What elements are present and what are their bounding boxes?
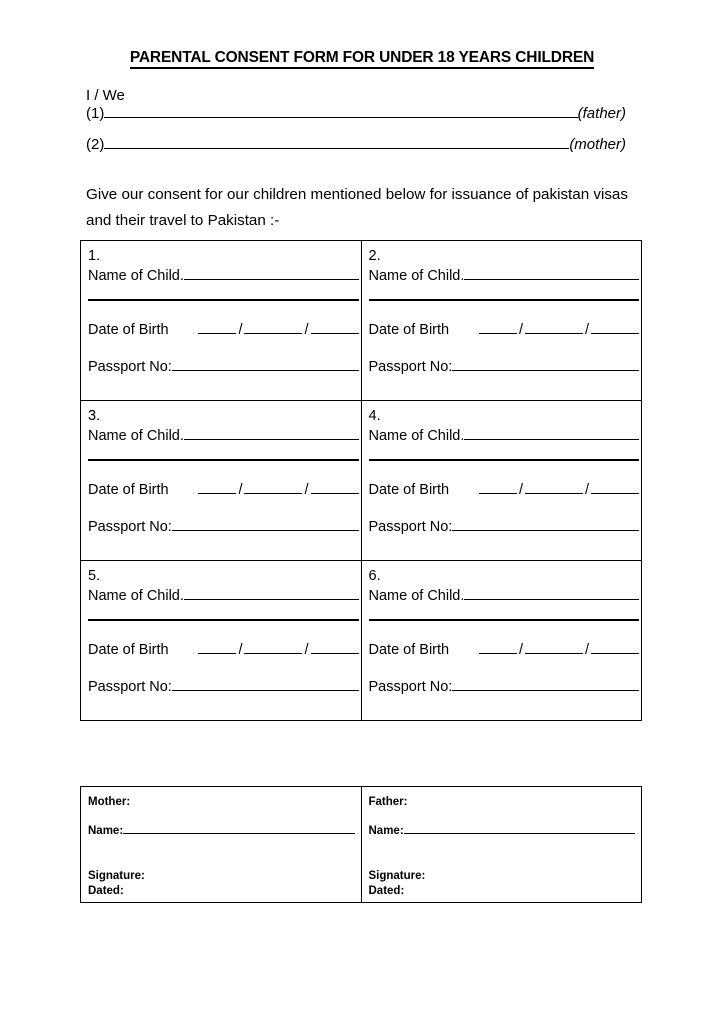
child-dob-day-rule[interactable]: [198, 333, 236, 334]
child-dob-month-rule[interactable]: [525, 333, 583, 334]
signature-table: [80, 786, 642, 903]
child-dob-year-rule[interactable]: [591, 493, 639, 494]
child-dob-slash-1: /: [518, 482, 523, 498]
signature-name-label: Name:: [88, 825, 124, 837]
child-name-overflow-rule[interactable]: [88, 619, 359, 621]
child-cell-2[interactable]: [361, 241, 642, 401]
signature-cell-mother[interactable]: [81, 787, 362, 903]
child-number: 1.: [88, 248, 101, 264]
child-cell-4[interactable]: [361, 401, 642, 561]
child-name-input-rule[interactable]: [184, 599, 359, 600]
child-passport-field[interactable]: [369, 357, 642, 377]
child-dob-field[interactable]: [369, 480, 642, 500]
signature-dated-label[interactable]: Dated:: [368, 885, 405, 897]
child-name-overflow-rule[interactable]: [88, 459, 359, 461]
intro-block: [86, 86, 626, 168]
child-name-overflow-rule[interactable]: [369, 299, 640, 301]
child-name-label: Name of Child.: [368, 268, 465, 284]
child-dob-field[interactable]: [88, 320, 361, 340]
signature-name-field[interactable]: [88, 823, 355, 839]
child-name-input-rule[interactable]: [184, 279, 359, 280]
child-dob-label: Date of Birth: [368, 642, 450, 658]
consent-statement: Give our consent for our children mentioned below for issuance of pakistan visas and their travel to Pakistan :-: [86, 186, 628, 229]
signature-name-label: Name:: [368, 825, 404, 837]
child-dob-label: Date of Birth: [88, 322, 169, 338]
child-dob-field[interactable]: [369, 320, 642, 340]
child-cell-1[interactable]: [81, 241, 362, 401]
parent-line-father[interactable]: [86, 106, 626, 137]
child-passport-input-rule[interactable]: [452, 690, 639, 691]
child-dob-year-rule[interactable]: [311, 333, 359, 334]
parent-line-father-index: (1): [86, 105, 105, 122]
child-dob-month-rule[interactable]: [244, 653, 302, 654]
signature-signature-label[interactable]: Signature:: [88, 870, 145, 882]
child-name-input-rule[interactable]: [464, 599, 639, 600]
parent-line-mother-role: (mother): [569, 136, 626, 153]
child-dob-day-rule[interactable]: [479, 493, 517, 494]
child-name-field[interactable]: [88, 426, 361, 446]
signature-parent-label: Mother:: [88, 796, 131, 808]
child-dob-inputs[interactable]: [459, 640, 639, 660]
parent-line-mother-rule[interactable]: [104, 148, 569, 149]
child-passport-label: Passport No:: [368, 679, 453, 695]
child-name-field[interactable]: [369, 426, 642, 446]
child-number: 4.: [368, 408, 381, 424]
child-name-overflow-rule[interactable]: [88, 299, 359, 301]
child-dob-inputs[interactable]: [179, 640, 359, 660]
signature-bottom-block: [369, 869, 426, 899]
child-name-input-rule[interactable]: [464, 439, 639, 440]
child-dob-month-rule[interactable]: [525, 493, 583, 494]
table-row: [81, 787, 642, 903]
child-dob-label: Date of Birth: [88, 482, 169, 498]
signature-name-input-rule[interactable]: [123, 833, 354, 834]
signature-bottom-block: [88, 869, 145, 899]
child-passport-input-rule[interactable]: [172, 370, 359, 371]
signature-dated-label[interactable]: Dated:: [88, 885, 124, 897]
child-name-label: Name of Child.: [88, 268, 184, 284]
child-name-input-rule[interactable]: [184, 439, 359, 440]
child-cell-6[interactable]: [361, 561, 642, 721]
signature-signature-label[interactable]: Signature:: [368, 870, 426, 882]
child-cell-5[interactable]: [81, 561, 362, 721]
parent-line-mother[interactable]: [86, 137, 626, 168]
child-name-label: Name of Child.: [88, 428, 184, 444]
child-passport-field[interactable]: [88, 677, 361, 697]
child-dob-year-rule[interactable]: [591, 653, 639, 654]
child-name-field[interactable]: [88, 266, 361, 286]
i-we-label: I / We: [86, 87, 125, 104]
page-title-text: PARENTAL CONSENT FORM FOR UNDER 18 YEARS CHILDREN: [130, 49, 594, 69]
child-dob-month-rule[interactable]: [525, 653, 583, 654]
child-name-label: Name of Child.: [88, 588, 184, 604]
child-passport-input-rule[interactable]: [172, 690, 359, 691]
children-table: [80, 240, 642, 721]
child-name-field[interactable]: [369, 266, 642, 286]
child-number: 2.: [368, 248, 381, 264]
signature-name-field[interactable]: [369, 823, 636, 839]
child-dob-day-rule[interactable]: [198, 493, 236, 494]
child-name-field[interactable]: [369, 586, 642, 606]
child-name-label: Name of Child.: [368, 428, 465, 444]
child-passport-label: Passport No:: [368, 519, 453, 535]
child-passport-field[interactable]: [88, 357, 361, 377]
child-dob-slash-2: /: [584, 322, 589, 338]
child-dob-year-rule[interactable]: [591, 333, 639, 334]
child-dob-slash-2: /: [584, 482, 589, 498]
child-passport-input-rule[interactable]: [452, 530, 639, 531]
child-dob-slash-1: /: [238, 482, 243, 498]
child-name-label: Name of Child.: [368, 588, 465, 604]
child-dob-day-rule[interactable]: [479, 653, 517, 654]
table-row: [81, 241, 642, 401]
page-title: [0, 49, 724, 68]
child-name-overflow-rule[interactable]: [369, 459, 640, 461]
child-dob-field[interactable]: [88, 480, 361, 500]
signature-cell-father[interactable]: [361, 787, 642, 903]
child-passport-label: Passport No:: [88, 679, 172, 695]
child-dob-month-rule[interactable]: [244, 493, 302, 494]
parent-line-father-role: (father): [577, 105, 626, 122]
child-name-input-rule[interactable]: [464, 279, 639, 280]
signature-parent-label: Father:: [368, 796, 408, 808]
table-row: [81, 561, 642, 721]
child-dob-slash-1: /: [238, 322, 243, 338]
child-passport-field[interactable]: [369, 677, 642, 697]
child-passport-input-rule[interactable]: [172, 530, 359, 531]
child-dob-slash-1: /: [518, 322, 523, 338]
parent-line-father-rule[interactable]: [104, 117, 577, 118]
child-dob-inputs[interactable]: [179, 480, 359, 500]
child-number: 6.: [368, 568, 381, 584]
child-dob-inputs[interactable]: [459, 480, 639, 500]
child-cell-3[interactable]: [81, 401, 362, 561]
child-dob-field[interactable]: [88, 640, 361, 660]
child-name-field[interactable]: [88, 586, 361, 606]
table-row: [81, 401, 642, 561]
child-dob-field[interactable]: [369, 640, 642, 660]
child-dob-label: Date of Birth: [368, 322, 450, 338]
child-passport-label: Passport No:: [88, 519, 172, 535]
signature-name-input-rule[interactable]: [404, 833, 635, 834]
child-dob-slash-2: /: [584, 642, 589, 658]
child-dob-inputs[interactable]: [459, 320, 639, 340]
child-passport-field[interactable]: [88, 517, 361, 537]
child-dob-slash-2: /: [304, 482, 309, 498]
child-dob-day-rule[interactable]: [198, 653, 236, 654]
child-passport-label: Passport No:: [368, 359, 453, 375]
child-passport-field[interactable]: [369, 517, 642, 537]
parent-line-mother-index: (2): [86, 136, 105, 153]
child-dob-year-rule[interactable]: [311, 493, 359, 494]
child-dob-label: Date of Birth: [368, 482, 450, 498]
child-dob-slash-1: /: [238, 642, 243, 658]
child-dob-label: Date of Birth: [88, 642, 169, 658]
child-dob-month-rule[interactable]: [244, 333, 302, 334]
child-dob-inputs[interactable]: [179, 320, 359, 340]
child-passport-label: Passport No:: [88, 359, 172, 375]
child-name-overflow-rule[interactable]: [369, 619, 640, 621]
child-dob-day-rule[interactable]: [479, 333, 517, 334]
child-passport-input-rule[interactable]: [452, 370, 639, 371]
child-dob-year-rule[interactable]: [311, 653, 359, 654]
child-number: 3.: [88, 408, 101, 424]
child-number: 5.: [88, 568, 101, 584]
child-dob-slash-2: /: [304, 642, 309, 658]
child-dob-slash-2: /: [304, 322, 309, 338]
child-dob-slash-1: /: [518, 642, 523, 658]
